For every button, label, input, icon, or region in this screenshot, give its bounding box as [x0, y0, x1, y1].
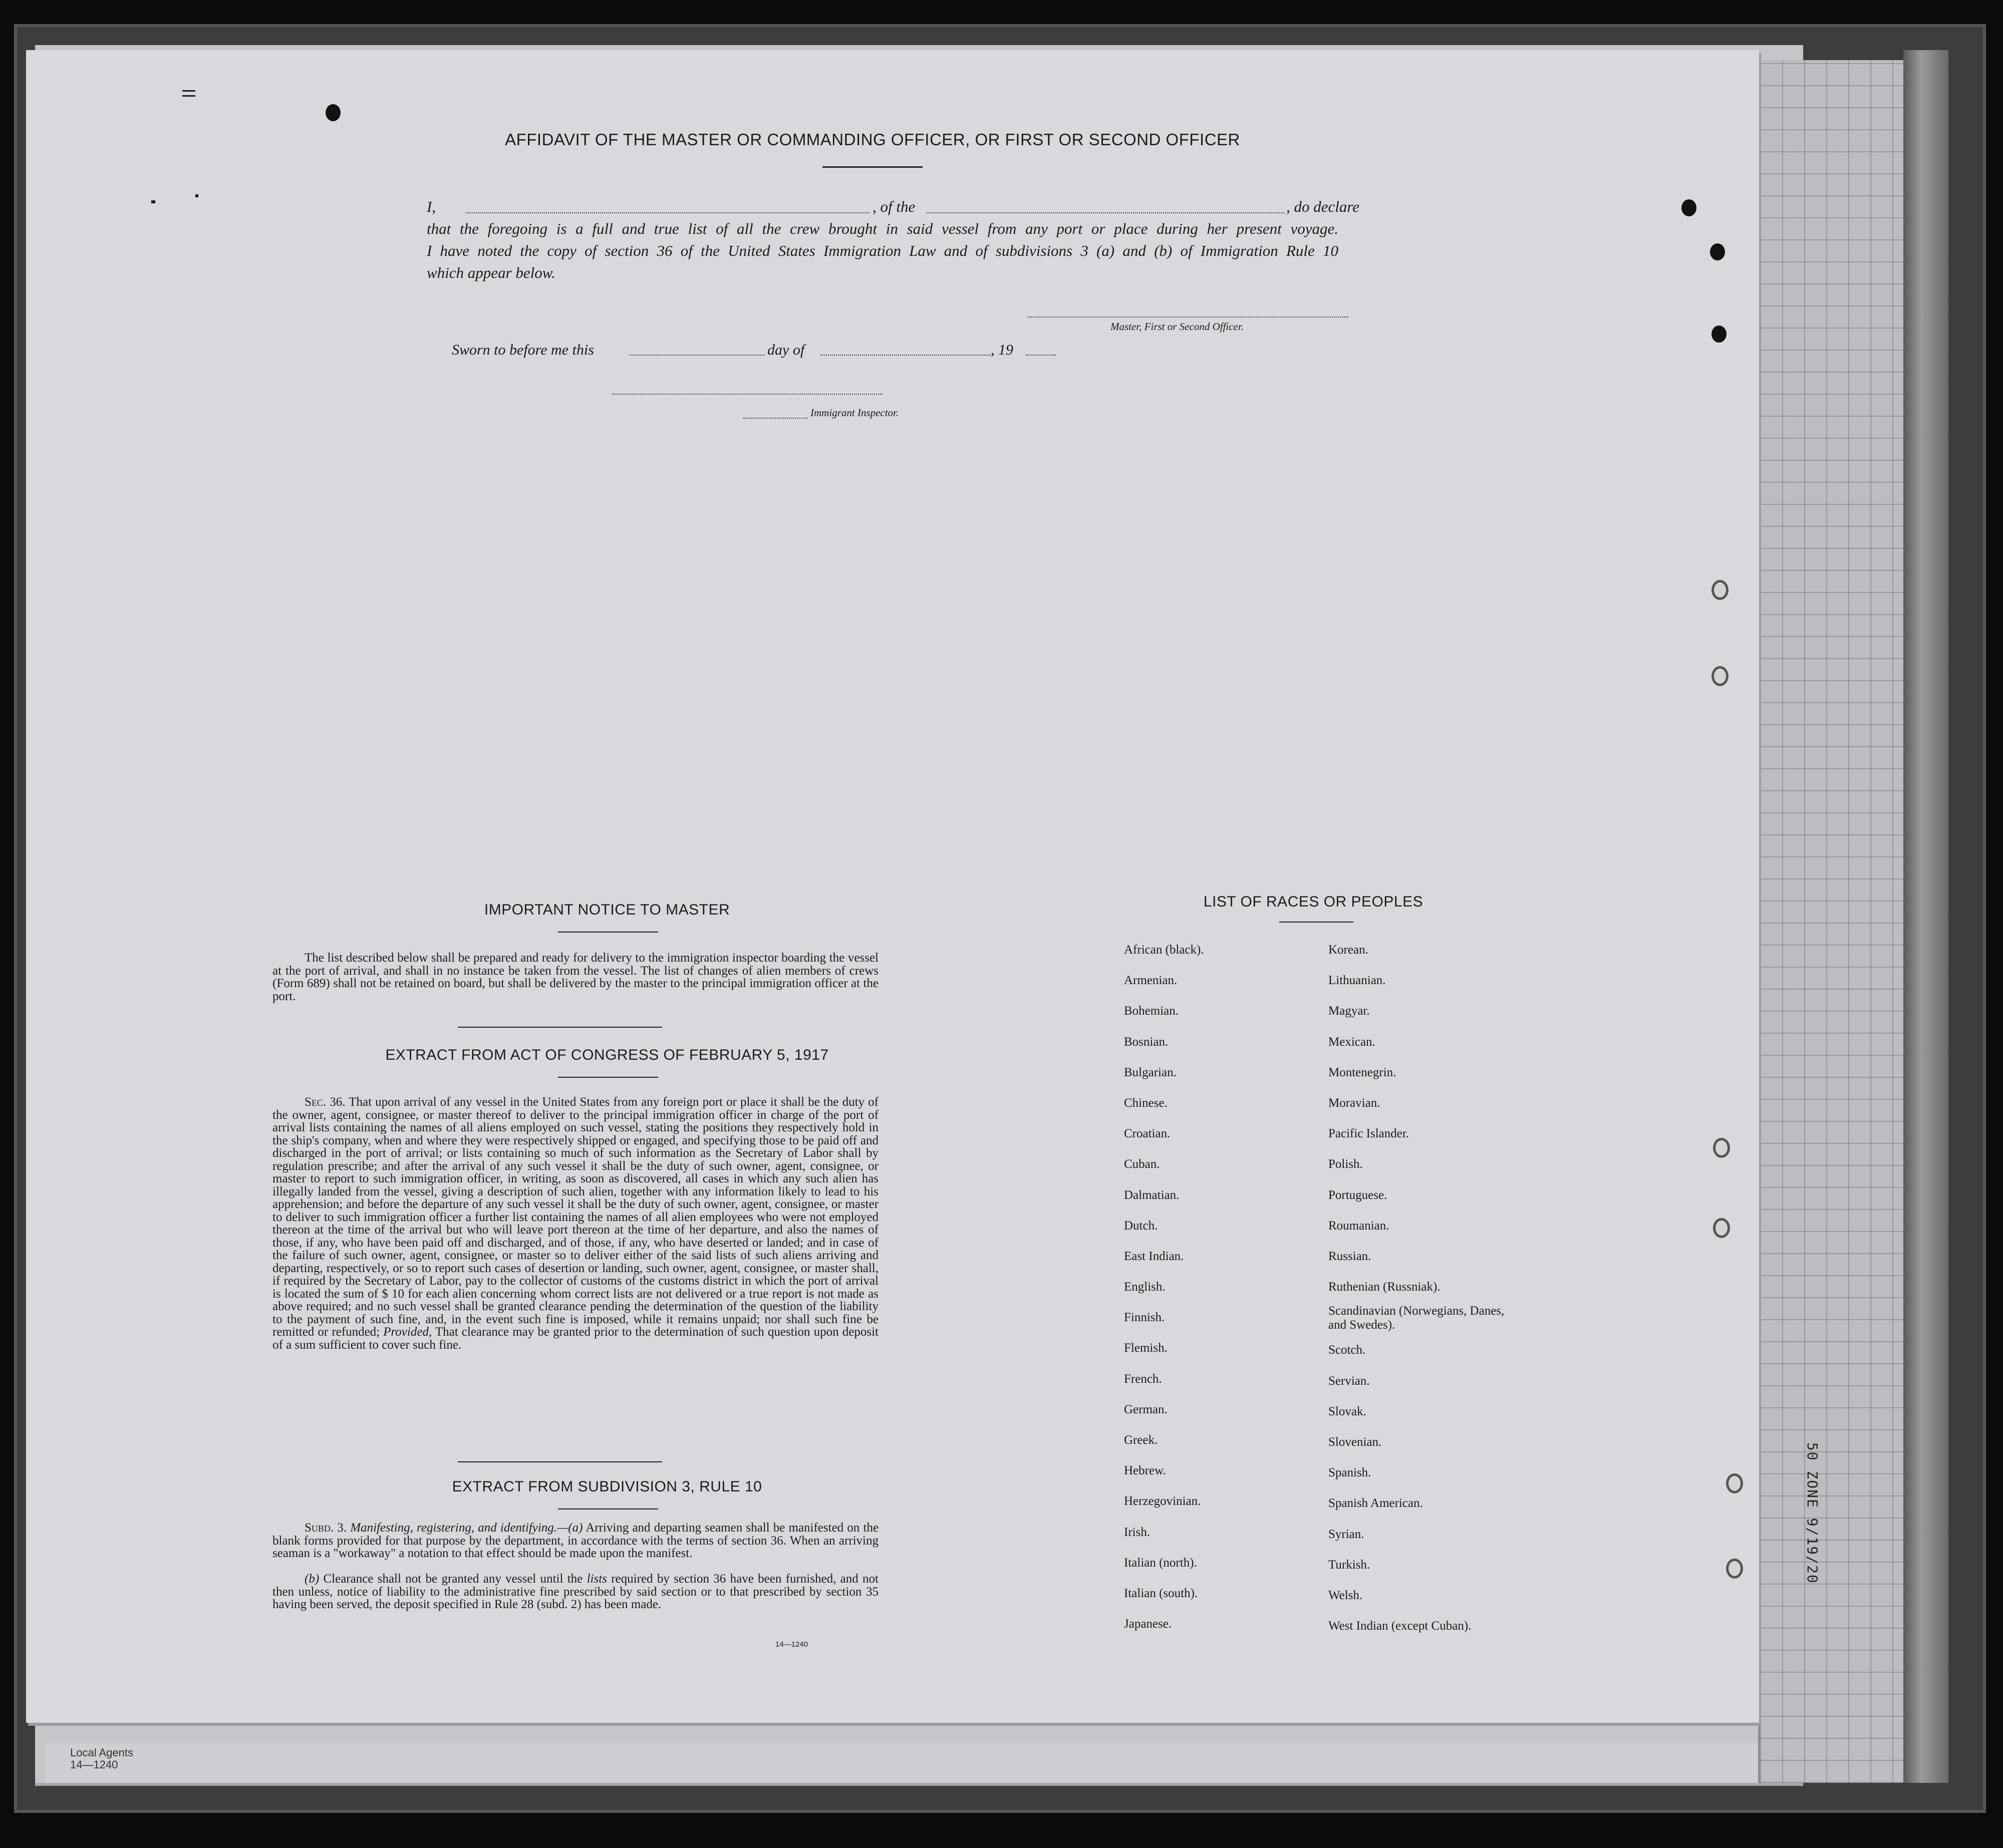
race-item: French.: [1124, 1372, 1162, 1386]
punch-hole: [1710, 243, 1725, 260]
race-item: Mexican.: [1328, 1035, 1375, 1049]
inspector-caption: Immigrant Inspector.: [810, 407, 899, 419]
sworn-month-blank: [820, 355, 991, 356]
race-item: African (black).: [1124, 943, 1204, 957]
title-underline: [558, 932, 658, 933]
title-underline: [558, 1508, 658, 1509]
ink-speck: [182, 95, 195, 97]
binding-edge: [1903, 50, 1948, 1783]
race-item: Italian (north).: [1124, 1556, 1197, 1570]
race-item: Chinese.: [1124, 1096, 1168, 1110]
day-of-label: day of: [767, 342, 805, 358]
signature-caption: Master, First or Second Officer.: [1110, 321, 1244, 333]
underlying-sheet-stub: [45, 1743, 1758, 1783]
punch-hole: [1711, 326, 1727, 343]
vessel-blank: [927, 212, 1284, 213]
race-item: Japanese.: [1124, 1617, 1172, 1631]
race-item: Irish.: [1124, 1525, 1151, 1539]
race-item: Russian.: [1328, 1249, 1371, 1263]
rule-title: EXTRACT FROM SUBDIVISION 3, RULE 10: [452, 1478, 762, 1495]
punch-hole: [326, 104, 341, 121]
race-item: Bosnian.: [1124, 1035, 1169, 1049]
sworn-year-blank: [1026, 355, 1056, 356]
punch-hole: [1726, 1473, 1743, 1493]
stub-form-text: Local Agents 14—1240: [70, 1746, 133, 1771]
race-item: Dalmatian.: [1124, 1188, 1180, 1202]
section-36-paragraph: Sec. 36. That upon arrival of any vessel in the United States from any foreign port or place it shall be the duty of the owner, agent, consignee, or master thereof to deliver to the principal immigration officer in charge of the port of arrival lists containing the names of all aliens employed on such vessel, stating the positions they respectively hold in the ship's company, when and where they were respectively shipped or engaged, and specifying those to be paid off and discharged in the port of arrival; or lists containing so much of such information as the Secretary of Labor shall by regulation prescribe; and after the arrival of any such vessel it shall be the duty of such owner, agent, consignee, or master to report to such immigration officer, in writing, as soon as discovered, all cases in which any such alien has illegally landed from the vessel, giving a description of such alien, together with any information likely to lead to his apprehension; and before the departure of any such vessel it shall be the duty of such owner, agent, consignee, or master to deliver to such immigration officer a further list containing the names of all alien employees who were not employed thereon at the time of the arrival but who will leave port thereon at the time of her departure, and also the names of those, if any, who have been paid off and discharged, and of those, if any, who have deserted or landed; and in case of the failure of such owner, agent, consignee, or master so to deliver either of the said lists of such aliens arriving and departing, respectively, or so to report such cases of desertion or landing, such owner, agent, consignee, or master shall, if required by the Secretary of Labor, pay to the collector of customs of the customs district in which the port of arrival is located the sum of $ 10 for each alien concerning whom correct lists are not delivered or a true report is not made as above required; and no such vessel shall be granted clearance pending the determination of the question of the liability to the payment of such fine, and, in the event such fine is imposed, while it remains unpaid; nor shall such fine be remitted or refunded; Provided, That clearance may be granted prior to the determination of such question upon deposit of a sum sufficient to cover such fine.: [272, 1095, 879, 1352]
race-item: Slovenian.: [1328, 1435, 1382, 1449]
race-item: Turkish.: [1328, 1558, 1370, 1572]
year-label: , 19: [991, 342, 1013, 358]
race-item: Bohemian.: [1124, 1004, 1179, 1018]
race-item: Moravian.: [1328, 1096, 1380, 1110]
affidavit-title: AFFIDAVIT OF THE MASTER OR COMMANDING OFFICER, OR FIRST OR SECOND OFFICER: [505, 130, 1240, 149]
document-page: [26, 50, 1759, 1723]
race-item: Greek.: [1124, 1433, 1158, 1447]
name-blank: [466, 212, 870, 213]
races-title: LIST OF RACES OR PEOPLES: [1203, 893, 1423, 910]
section-divider: [458, 1461, 662, 1462]
race-item: Spanish American.: [1328, 1496, 1423, 1510]
race-item: Bulgarian.: [1124, 1065, 1177, 1079]
of-the-label: , of the: [873, 198, 916, 215]
form-number: 14—1240: [775, 1640, 808, 1649]
sworn-label: Sworn to before me this: [452, 342, 594, 358]
title-underline: [558, 1077, 658, 1078]
declare-label: , do declare: [1286, 198, 1360, 215]
races-column-1: [1124, 935, 1204, 1639]
affidavit-text-line: I have noted the copy of section 36 of the United States Immigration Law and of subdivisions 3 (a) and (b) of Immigration Rule 10: [427, 242, 1338, 259]
races-column-2: [1328, 935, 1509, 1641]
race-item: Croatian.: [1124, 1127, 1171, 1141]
race-item: Pacific Islander.: [1328, 1127, 1409, 1141]
race-item: Herzegovinian.: [1124, 1494, 1201, 1508]
race-item: Polish.: [1328, 1157, 1363, 1171]
race-item: Dutch.: [1124, 1218, 1158, 1233]
race-item: Slovak.: [1328, 1404, 1366, 1418]
title-underline: [822, 166, 923, 168]
race-item: Welsh.: [1328, 1588, 1363, 1602]
race-item: Lithuanian.: [1328, 974, 1386, 988]
ink-speck: [195, 194, 198, 197]
sworn-day-blank: [630, 355, 765, 356]
race-item: Magyar.: [1328, 1004, 1370, 1018]
inspector-signature-blank: [612, 394, 883, 395]
ink-speck: [151, 200, 155, 203]
signature-blank: [1028, 317, 1348, 318]
race-item: English.: [1124, 1280, 1166, 1294]
title-underline: [1279, 921, 1353, 922]
race-item: Cuban.: [1124, 1157, 1160, 1171]
race-item: Portuguese.: [1328, 1188, 1387, 1202]
race-item: Finnish.: [1124, 1311, 1165, 1325]
race-item: Servian.: [1328, 1374, 1370, 1388]
race-item: Scandinavian (Norwegians, Danes, and Swedes).: [1328, 1304, 1505, 1332]
ink-speck: [182, 90, 195, 92]
affidavit-text-line: which appear below.: [427, 264, 555, 281]
affidavit-text-line: that the foregoing is a full and true list of all the crew brought in said vessel from any port or place during her present voyage.: [427, 220, 1338, 237]
punch-hole: [1726, 1559, 1743, 1579]
act-title: EXTRACT FROM ACT OF CONGRESS OF FEBRUARY 5, 1917: [385, 1047, 829, 1063]
race-item: Roumanian.: [1328, 1218, 1389, 1233]
affidavit-declaration-line: I,: [427, 198, 436, 215]
race-item: Scotch.: [1328, 1343, 1366, 1357]
punch-hole: [1711, 580, 1729, 600]
race-item: Hebrew.: [1124, 1464, 1166, 1478]
punch-hole: [1711, 666, 1729, 686]
section-divider: [458, 1027, 662, 1028]
punch-hole: [1713, 1138, 1730, 1158]
race-item: Ruthenian (Russniak).: [1328, 1280, 1441, 1294]
race-item: Syrian.: [1328, 1527, 1364, 1541]
inspector-blank: [743, 418, 807, 419]
notice-paragraph: The list described below shall be prepared and ready for delivery to the immigration inspector boarding the vessel at the port of arrival, and shall in no instance be taken from the vessel. The list of changes of alien members of crews (Form 689) shall not be retained on board, but shall be delivered by the master to the principal immigration officer at the port.: [272, 951, 879, 1003]
race-item: Italian (south).: [1124, 1586, 1198, 1600]
punch-hole: [1681, 199, 1696, 216]
race-item: Montenegrin.: [1328, 1065, 1396, 1079]
race-item: Spanish.: [1328, 1466, 1371, 1480]
race-item: Armenian.: [1124, 974, 1178, 988]
punch-hole: [1713, 1218, 1730, 1238]
notice-title: IMPORTANT NOTICE TO MASTER: [484, 901, 730, 918]
race-item: German.: [1124, 1402, 1168, 1416]
race-item: Flemish.: [1124, 1341, 1168, 1355]
race-item: East Indian.: [1124, 1249, 1184, 1263]
race-item: West Indian (except Cuban).: [1328, 1619, 1472, 1633]
race-item: Korean.: [1328, 943, 1368, 957]
rule-paragraph-a: Subd. 3. Manifesting, registering, and identifying.—(a) Arriving and departing seamen shall be manifested on the blank forms provided for that purpose by the department, in accordance with the terms of section 36. When an arriving seaman is a "workaway" a notation to that effect should be made upon the manifest.: [272, 1521, 879, 1560]
rule-paragraph-b: (b) Clearance shall not be granted any vessel until the lists required by section 36 have been furnished, and not then unless, notice of liability to the administrative fine prescribed by said section or to that prescribed by section 35 having been served, the deposit specified in Rule 28 (subd. 2) has been made.: [272, 1572, 879, 1611]
side-margin-stamp: 50 ZONE 9/19/20: [1804, 1442, 1821, 1584]
